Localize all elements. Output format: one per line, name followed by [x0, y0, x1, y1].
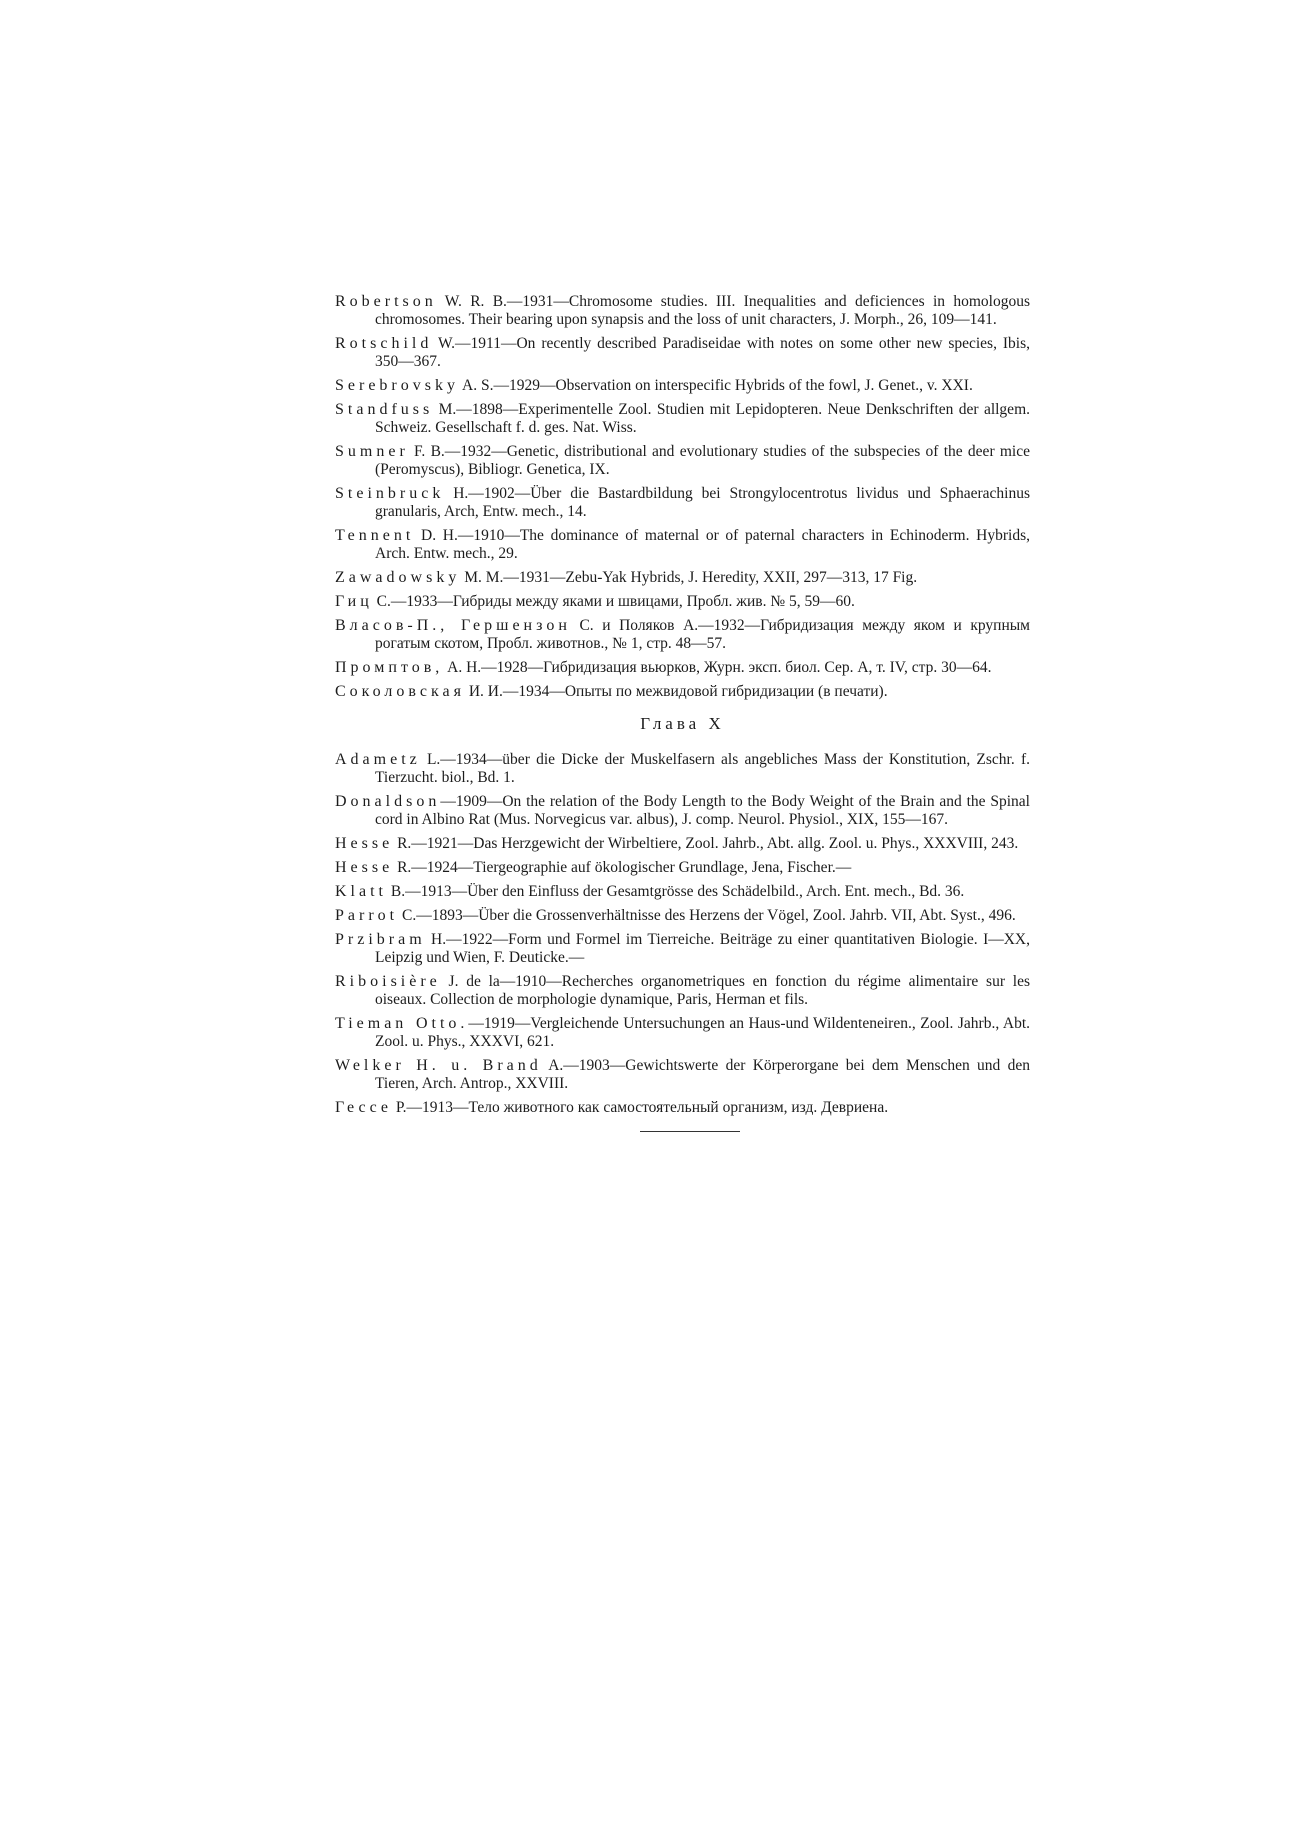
reference-entry [335, 835, 1030, 853]
reference-text: L.—1934—über die Dicke der Muskelfasern als angebliches Mass der Konstitution, Zschr. f. Tierzucht. biol., Bd. 1. [375, 751, 1030, 786]
reference-text: D. H.—1910—The dominance of maternal or of paternal characters in Echinoderm. Hybrids, Arch. Entw. mech., 29. [375, 527, 1030, 562]
reference-text: C.—1893—Über die Grossenverhältnisse des Herzens der Vögel, Zool. Jahrb. VII, Abt. Syst., 496. [398, 907, 1016, 924]
reference-entry [335, 931, 1030, 967]
reference-text: A. S.—1929—Observation on interspecific Hybrids of the fowl, J. Genet., v. XXI. [458, 377, 973, 394]
reference-text: А. Н.—1928—Гибридизация вьюрков, Журн. эксп. биол. Сер. А, т. IV, стр. 30—64. [443, 659, 992, 676]
reference-author: Sumner [335, 443, 409, 460]
reference-text: M.—1898—Experimentelle Zool. Studien mit Lepidopteren. Neue Denkschriften der allgem. Schweiz. Gesellschaft f. d. ges. Nat. Wiss. [375, 401, 1030, 436]
reference-author: Parrot [335, 907, 399, 924]
reference-author: Klatt [335, 883, 387, 900]
reference-text: W. R. B.—1931—Chromosome studies. III. Inequalities and deficiences in homologous chromosomes. Their bearing upon synapsis and the loss of unit characters, J. Morph., 26, 109—141. [375, 293, 1030, 328]
reference-text: Р.—1913—Тело животного как самостоятельный организм, изд. Девриена. [392, 1099, 889, 1116]
reference-text: И. И.—1934—Опыты по межвидовой гибридизации (в печати). [464, 683, 888, 700]
reference-entry [335, 1099, 1030, 1117]
reference-author: Przibram [335, 931, 426, 948]
reference-text: W.—1911—On recently described Paradiseidae with notes on some other new species, Ibis, 350—367. [375, 335, 1030, 370]
reference-author: Welker H. u. Brand [335, 1057, 542, 1074]
reference-entry [335, 659, 1030, 677]
reference-text: —1909—On the relation of the Body Length to the Body Weight of the Brain and the Spinal cord in Albino Rat (Mus. Norvegicus var. albus), J. comp. Neurol. Physiol., XIX, 155—167. [375, 793, 1030, 828]
reference-author: Tennent [335, 527, 415, 544]
bibliography-page [335, 293, 1030, 1123]
reference-entry [335, 377, 1030, 395]
reference-text: J. de la—1910—Recherches organometriques en fonction du régime alimentaire sur les oiseaux. Collection de morphologie dynamique, Paris, Herman et fils. [375, 973, 1030, 1008]
reference-author: Serebrovsky [335, 377, 459, 394]
reference-author: Zawadowsky [335, 569, 461, 586]
reference-entry [335, 569, 1030, 587]
reference-entry [335, 335, 1030, 371]
reference-author: Donaldson [335, 793, 441, 810]
reference-author: Власов-П., Гершензон [335, 617, 571, 634]
reference-text: H.—1902—Über die Bastardbildung bei Strongylocentrotus lividus und Sphaerachinus granularis, Arch, Entw. mech., 14. [375, 485, 1030, 520]
reference-text: M. M.—1931—Zebu-Yak Hybrids, J. Heredity, XXII, 297—313, 17 Fig. [460, 569, 918, 586]
reference-author: Rotschild [335, 335, 433, 352]
reference-list-bottom [335, 751, 1030, 1117]
reference-author: Промптов, [335, 659, 444, 676]
reference-entry [335, 883, 1030, 901]
reference-author: Tieman Otto. [335, 1015, 469, 1032]
reference-entry [335, 973, 1030, 1009]
reference-author: Соколовская [335, 683, 465, 700]
reference-text: A.—1903—Gewichtswerte der Körperorgane bei dem Menschen und den Tieren, Arch. Antrop., XXVIII. [375, 1057, 1031, 1092]
reference-author: Riboisière [335, 973, 441, 990]
reference-entry [335, 793, 1030, 829]
reference-entry [335, 1015, 1030, 1051]
reference-text: R.—1921—Das Herzgewicht der Wirbeltiere, Zool. Jahrb., Abt. allg. Zool. u. Phys., XXXVIII, 243. [393, 835, 1019, 852]
reference-text: R.—1924—Tiergeographie auf ökologischer Grundlage, Jena, Fischer.— [393, 859, 852, 876]
reference-list-top [335, 293, 1030, 701]
reference-entry [335, 527, 1030, 563]
reference-entry [335, 401, 1030, 437]
reference-author: Robertson [335, 293, 437, 310]
reference-entry [335, 859, 1030, 877]
reference-text: С. и Поляков А.—1932—Гибридизация между яком и крупным рогатым скотом, Пробл. животнов., № 1, стр. 48—57. [375, 617, 1030, 652]
reference-author: Гессе [335, 1099, 393, 1116]
end-rule-divider [640, 1131, 740, 1132]
reference-author: Adametz [335, 751, 421, 768]
reference-text: B.—1913—Über den Einfluss der Gesamtgrösse des Schädelbild., Arch. Ent. mech., Bd. 36. [387, 883, 965, 900]
reference-author: Hesse [335, 835, 394, 852]
reference-text: —1919—Vergleichende Untersuchungen an Haus-und Wildenteneiren., Zool. Jahrb., Abt. Zool. u. Phys., XXXVI, 621. [375, 1015, 1031, 1050]
reference-entry [335, 1057, 1030, 1093]
reference-entry [335, 485, 1030, 521]
reference-entry [335, 293, 1030, 329]
reference-text: С.—1933—Гибриды между яками и швицами, Пробл. жив. № 5, 59—60. [372, 593, 855, 610]
chapter-heading: Глава X [640, 714, 725, 733]
reference-entry [335, 751, 1030, 787]
reference-entry [335, 683, 1030, 701]
reference-entry [335, 443, 1030, 479]
reference-author: Гиц [335, 593, 373, 610]
reference-text: H.—1922—Form und Formel im Tierreiche. Beiträge zu einer quantitativen Biologie. I—XX, Leipzig und Wien, F. Deuticke.— [375, 931, 1030, 966]
reference-entry [335, 907, 1030, 925]
reference-author: Hesse [335, 859, 394, 876]
reference-entry [335, 617, 1030, 653]
reference-author: Standfuss [335, 401, 434, 418]
reference-text: F. B.—1932—Genetic, distributional and evolutionary studies of the subspecies of the deer mice (Peromyscus), Bibliogr. Genetica, IX. [375, 443, 1030, 478]
reference-author: Steinbruck [335, 485, 445, 502]
reference-entry [335, 593, 1030, 611]
